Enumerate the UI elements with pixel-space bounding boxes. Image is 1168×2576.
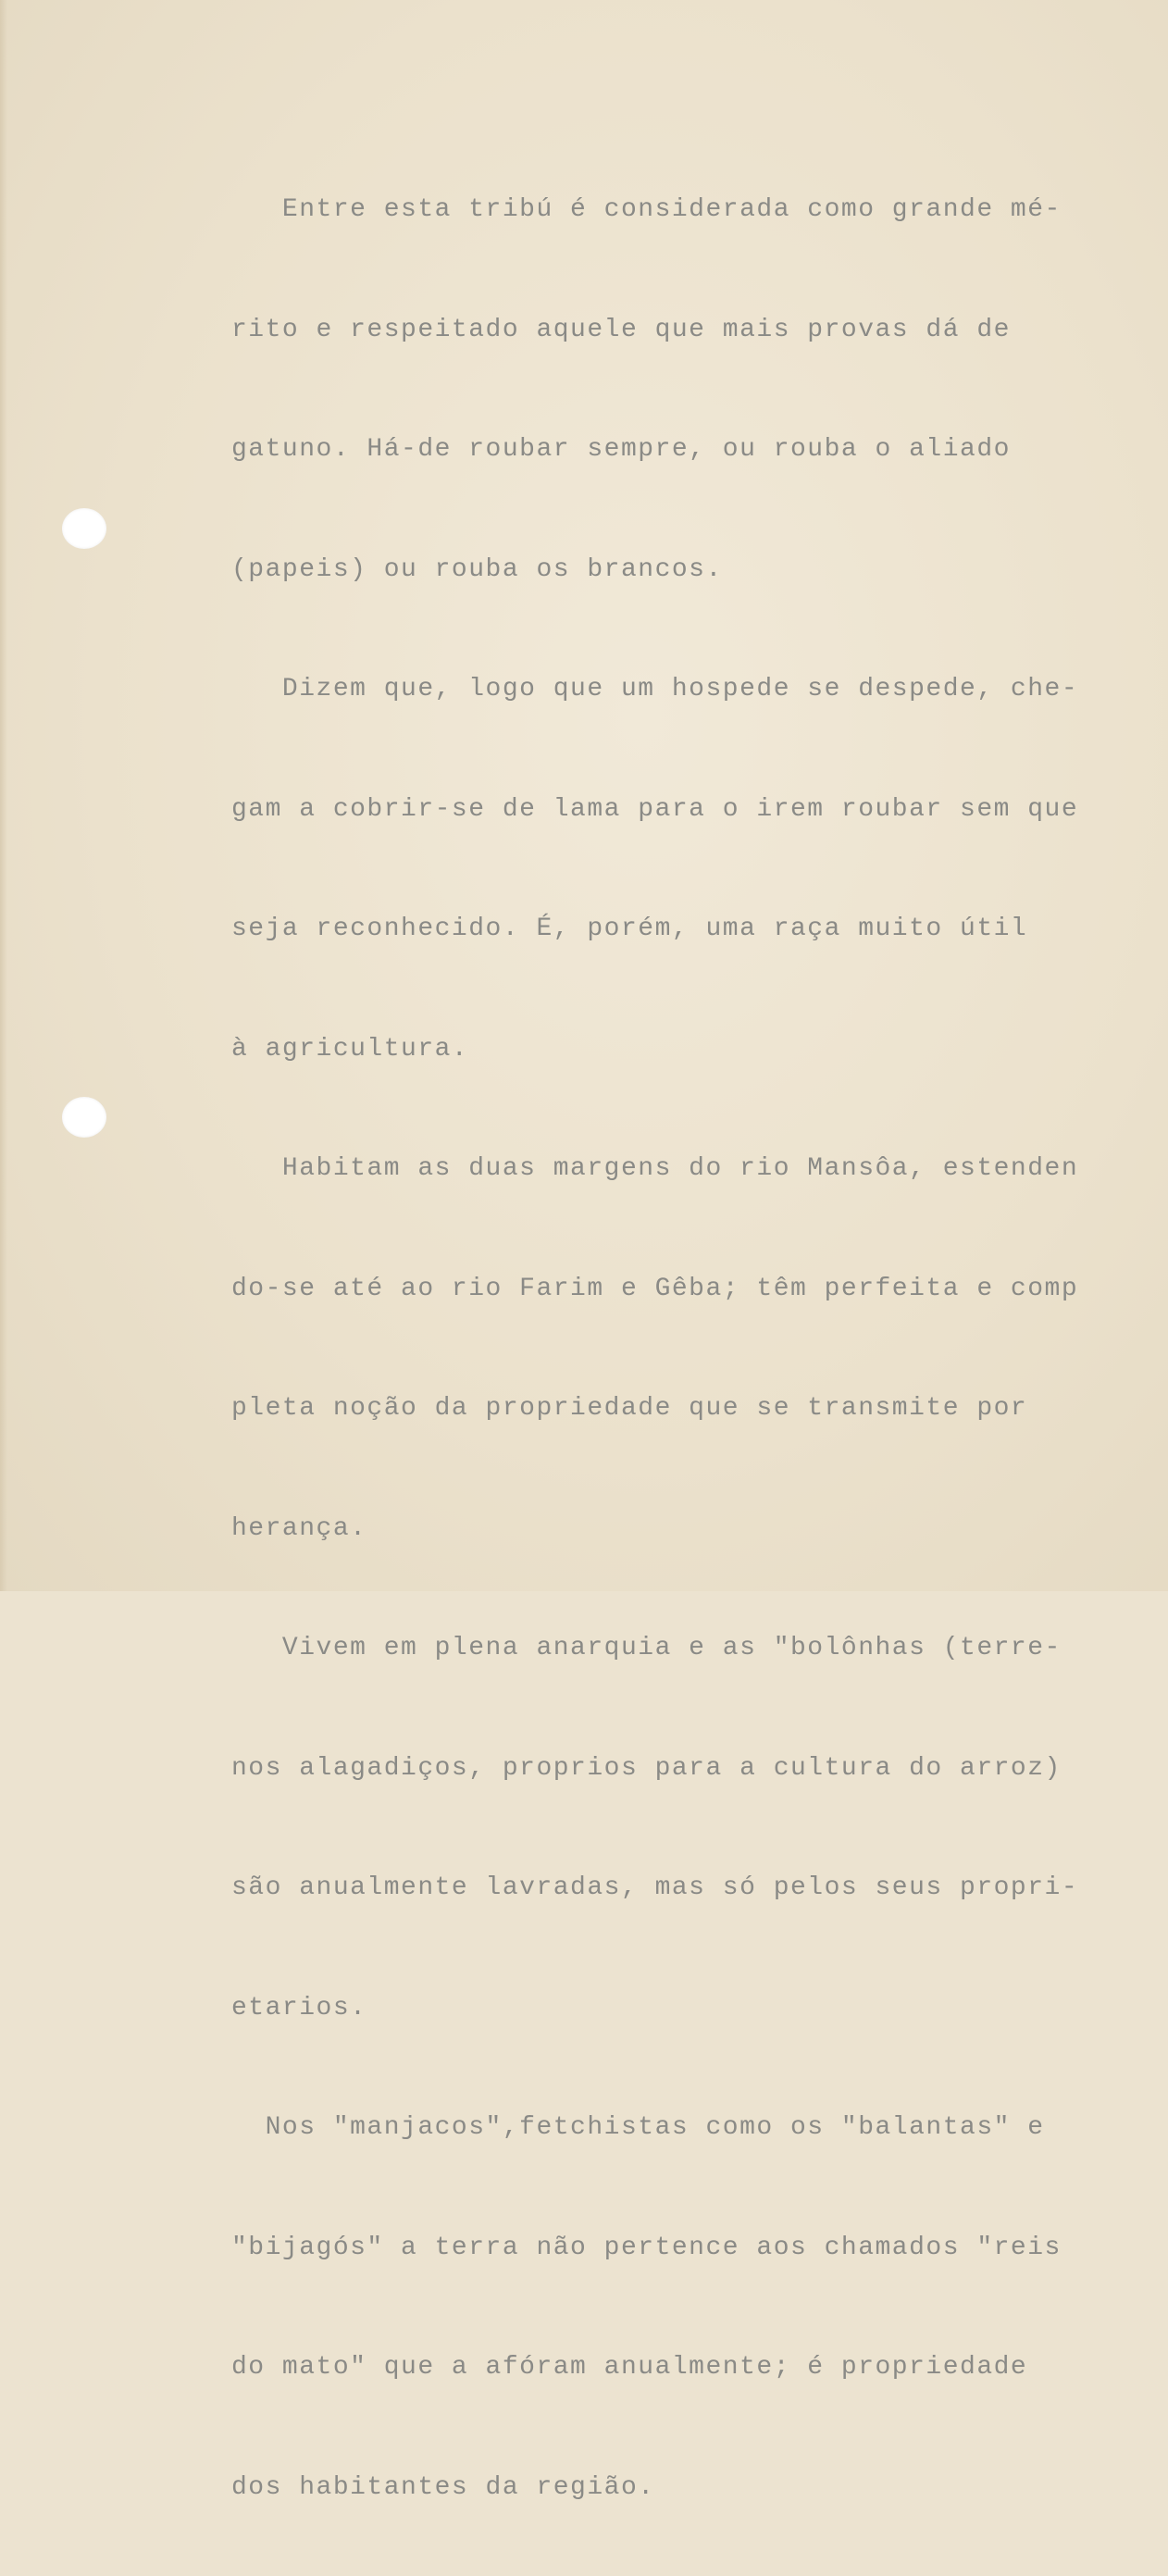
text-line: Habitam as duas margens do rio Mansôa, estenden xyxy=(231,1154,1079,1183)
text-line: do-se até ao rio Farim e Gêba; têm perfeita e comp xyxy=(231,1274,1079,1303)
paper-edge-shadow xyxy=(0,0,7,1591)
punch-hole-bottom xyxy=(62,1097,106,1138)
text-line: gatuno. Há-de roubar sempre, ou rouba o aliado xyxy=(231,435,1011,464)
text-line: (papeis) ou rouba os brancos. xyxy=(231,554,723,584)
text-line: Dizem que, logo que um hospede se despede, che- xyxy=(231,675,1079,703)
text-line: nos alagadiços, proprios para a cultura do arroz) xyxy=(231,1753,1062,1783)
text-line: etarios. xyxy=(231,1993,367,2022)
punch-hole-top xyxy=(62,508,106,549)
text-line: do mato" que a afóram anualmente; é propriedade xyxy=(231,2353,1028,2382)
text-line: gam a cobrir-se de lama para o irem roubar sem que xyxy=(231,794,1079,824)
text-line: dos habitantes da região. xyxy=(231,2472,655,2502)
text-line: "bijagós" a terra não pertence aos chamados "reis xyxy=(231,2233,1062,2262)
text-line: rito e respeitado aquele que mais provas dá de xyxy=(231,315,1011,344)
text-line: herança. xyxy=(231,1513,367,1543)
text-line: Entre esta tribú é considerada como grande mé- xyxy=(231,195,1062,224)
text-line: Vivem em plena anarquia e as "bolônhas (terre- xyxy=(231,1634,1062,1662)
typewritten-text xyxy=(231,121,1157,2576)
text-line: à agricultura. xyxy=(231,1034,469,1064)
text-line: seja reconhecido. É, porém, uma raça muito útil xyxy=(231,915,1028,943)
text-line: pleta noção da propriedade que se transmite por xyxy=(231,1394,1028,1423)
text-line: Nos "manjacos",fetchistas como os "balantas" e xyxy=(231,2113,1045,2142)
text-line: são anualmente lavradas, mas só pelos seus propri- xyxy=(231,1873,1079,1902)
